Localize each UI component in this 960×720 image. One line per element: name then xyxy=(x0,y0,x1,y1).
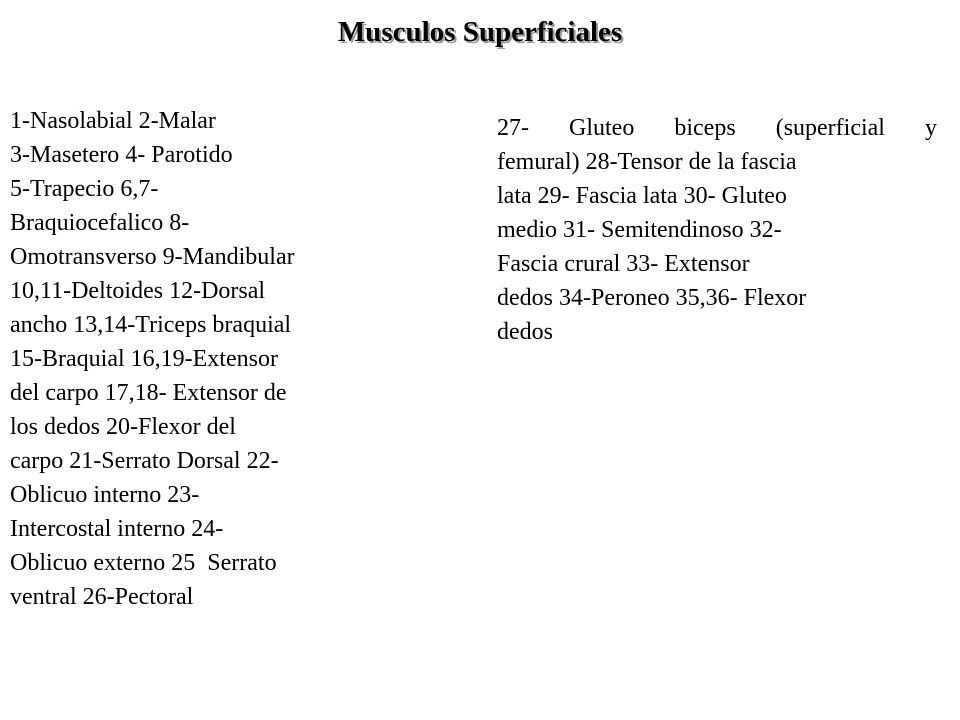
left-line-8: 15-Braquial 16,19-Extensor xyxy=(10,346,278,372)
left-line-3: 5-Trapecio 6,7- xyxy=(10,176,159,202)
left-line-5: Omotransverso 9-Mandibular xyxy=(10,244,295,270)
left-line-10: los dedos 20-Flexor del xyxy=(10,414,236,440)
left-line-15: ventral 26-Pectoral xyxy=(10,584,194,610)
right-line-1: 27- Gluteo biceps (superficial y xyxy=(497,115,937,141)
left-text-column xyxy=(10,104,410,614)
left-line-9: del carpo 17,18- Extensor de xyxy=(10,380,287,406)
right-line-4: medio 31- Semitendinoso 32- xyxy=(497,217,782,243)
left-line-11: carpo 21-Serrato Dorsal 22- xyxy=(10,448,279,474)
right-line-6: dedos 34-Peroneo 35,36- Flexor xyxy=(497,285,807,311)
left-line-14: Oblicuo externo 25 Serrato xyxy=(10,550,277,576)
left-line-2: 3-Masetero 4- Parotido xyxy=(10,142,233,168)
right-line-7: dedos xyxy=(497,319,553,345)
page-title: Musculos Superficiales xyxy=(337,16,623,48)
right-line-5: Fascia crural 33- Extensor xyxy=(497,251,750,277)
left-line-12: Oblicuo interno 23- xyxy=(10,482,200,508)
right-line-2: femural) 28-Tensor de la fascia xyxy=(497,149,797,175)
left-line-1: 1-Nasolabial 2-Malar xyxy=(10,108,216,134)
left-line-6: 10,11-Deltoides 12-Dorsal xyxy=(10,278,266,304)
left-line-4: Braquiocefalico 8- xyxy=(10,210,190,236)
right-line-3: lata 29- Fascia lata 30- Gluteo xyxy=(497,183,787,209)
left-line-7: ancho 13,14-Triceps braquial xyxy=(10,312,292,338)
left-line-13: Intercostal interno 24- xyxy=(10,516,224,542)
right-text-column xyxy=(497,111,937,349)
